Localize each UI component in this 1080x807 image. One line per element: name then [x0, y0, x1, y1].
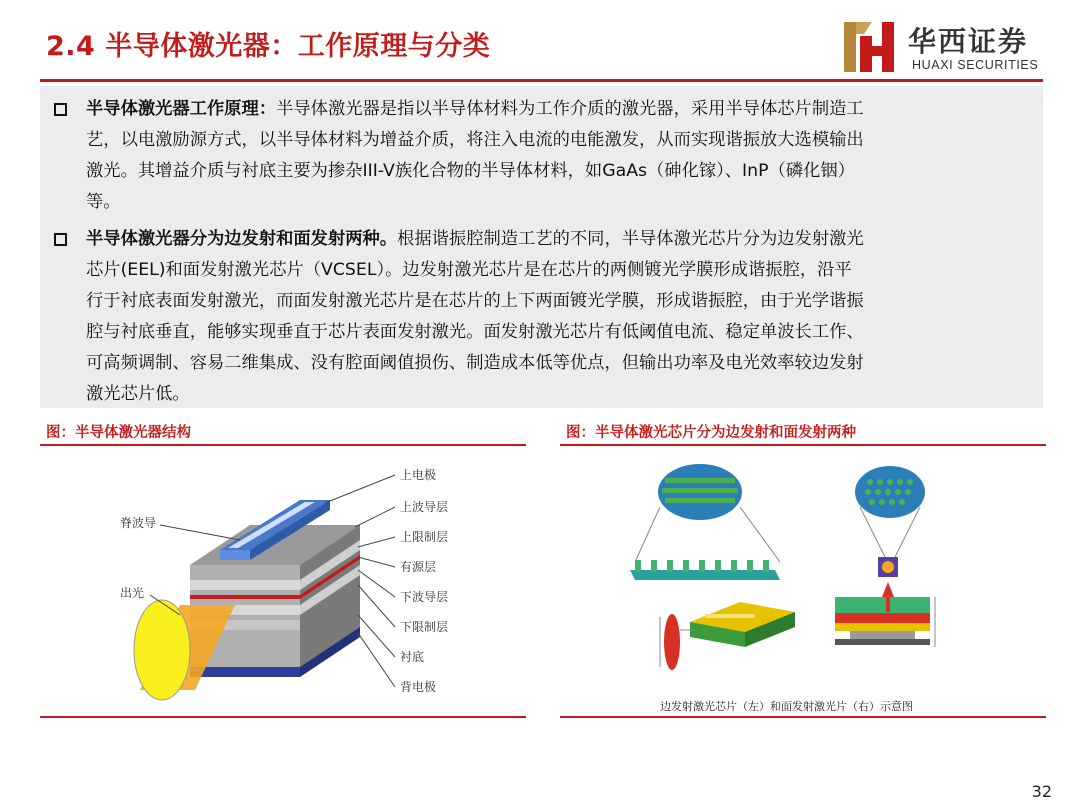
laser-structure-diagram [100, 455, 480, 710]
label-ridge-waveguide: 脊波导 [120, 516, 157, 530]
label-lower-cladding: 下限制层 [400, 620, 449, 634]
eel-chip [660, 602, 795, 670]
figure-left-top-rule [40, 444, 526, 446]
eel-bar-array [630, 560, 780, 580]
figure-right-caption: 图：半导体激光芯片分为边发射和面发射两种 [566, 425, 856, 441]
bullet-line: 等。 [86, 192, 121, 212]
bullet-heading: 半导体激光器分为边发射和面发射两种。 [86, 229, 398, 249]
logo-english-text: HUAXI SECURITIES [912, 58, 1039, 72]
figure-right-top-rule [560, 444, 1046, 446]
page-title: 2.4 半导体激光器：工作原理与分类 [46, 31, 491, 62]
bullet-line: 半导体激光器是指以半导体材料为工作介质的激光器，采用半导体芯片制造工 [276, 99, 864, 119]
figure-left-bottom-rule [40, 716, 526, 718]
huaxi-logo-icon [842, 16, 898, 74]
bullet-line: 可高频调制、容易二维集成、没有腔面阈值损伤、制造成本低等优点，但输出功率及电光效率较边发射 [86, 353, 864, 373]
company-logo [842, 14, 1062, 76]
label-back-electrode: 背电极 [400, 680, 437, 694]
bullet-line: 腔与衬底垂直，能够实现垂直于芯片表面发射激光。面发射激光芯片有低阈值电流、稳定单波长工作、 [86, 322, 864, 342]
figure-right-bottom-rule [560, 716, 1046, 718]
bullet-line: 艺，以电激励源方式，以半导体材料为增益介质，将注入电流的电能激发，从而实现谐振放大选模输出 [86, 130, 864, 150]
bullet-line: 芯片(EEL)和面发射激光芯片（VCSEL）。边发射激光芯片是在芯片的两侧镀光学膜形成谐振腔，沿平 [86, 260, 852, 280]
bullet-line: 激光。其增益介质与衬底主要为掺杂III-V族化合物的半导体材料，如GaAs（砷化镓）、InP（磷化铟） [86, 161, 855, 181]
figure-left-caption: 图：半导体激光器结构 [46, 425, 191, 441]
label-upper-cladding: 上限制层 [400, 530, 449, 544]
label-active-layer: 有源层 [400, 560, 437, 574]
label-top-electrode: 上电极 [400, 468, 437, 482]
bullet-line: 根据谐振腔制造工艺的不同，半导体激光芯片分为边发射激光 [397, 229, 864, 249]
bullet-square-icon [54, 233, 67, 246]
bullet-square-icon [54, 103, 67, 116]
label-output-light: 出光 [120, 586, 145, 600]
vcsel-chip [835, 557, 935, 647]
layer-stack [190, 525, 360, 677]
bullet-line: 行于衬底表面发射激光，而面发射激光芯片是在芯片的上下两面镀光学膜，形成谐振腔，由于光学谐振 [86, 291, 864, 311]
page-number: 32 [1031, 782, 1052, 801]
bullet-heading: 半导体激光器工作原理： [86, 99, 277, 119]
bullet-line: 激光芯片低。 [86, 384, 190, 404]
eel-vcsel-diagram [620, 452, 960, 702]
content-panel [40, 86, 1043, 408]
eel-wafer [635, 464, 780, 562]
header-divider [40, 79, 1043, 82]
label-lower-waveguide: 下波导层 [400, 590, 449, 604]
label-upper-waveguide: 上波导层 [400, 500, 449, 514]
figure-right-subcaption: 边发射激光芯片（左）和面发射激光片（右）示意图 [660, 700, 913, 713]
label-substrate: 衬底 [400, 650, 425, 664]
logo-chinese-text: 华西证券 [908, 25, 1029, 58]
vcsel-wafer [855, 466, 925, 557]
